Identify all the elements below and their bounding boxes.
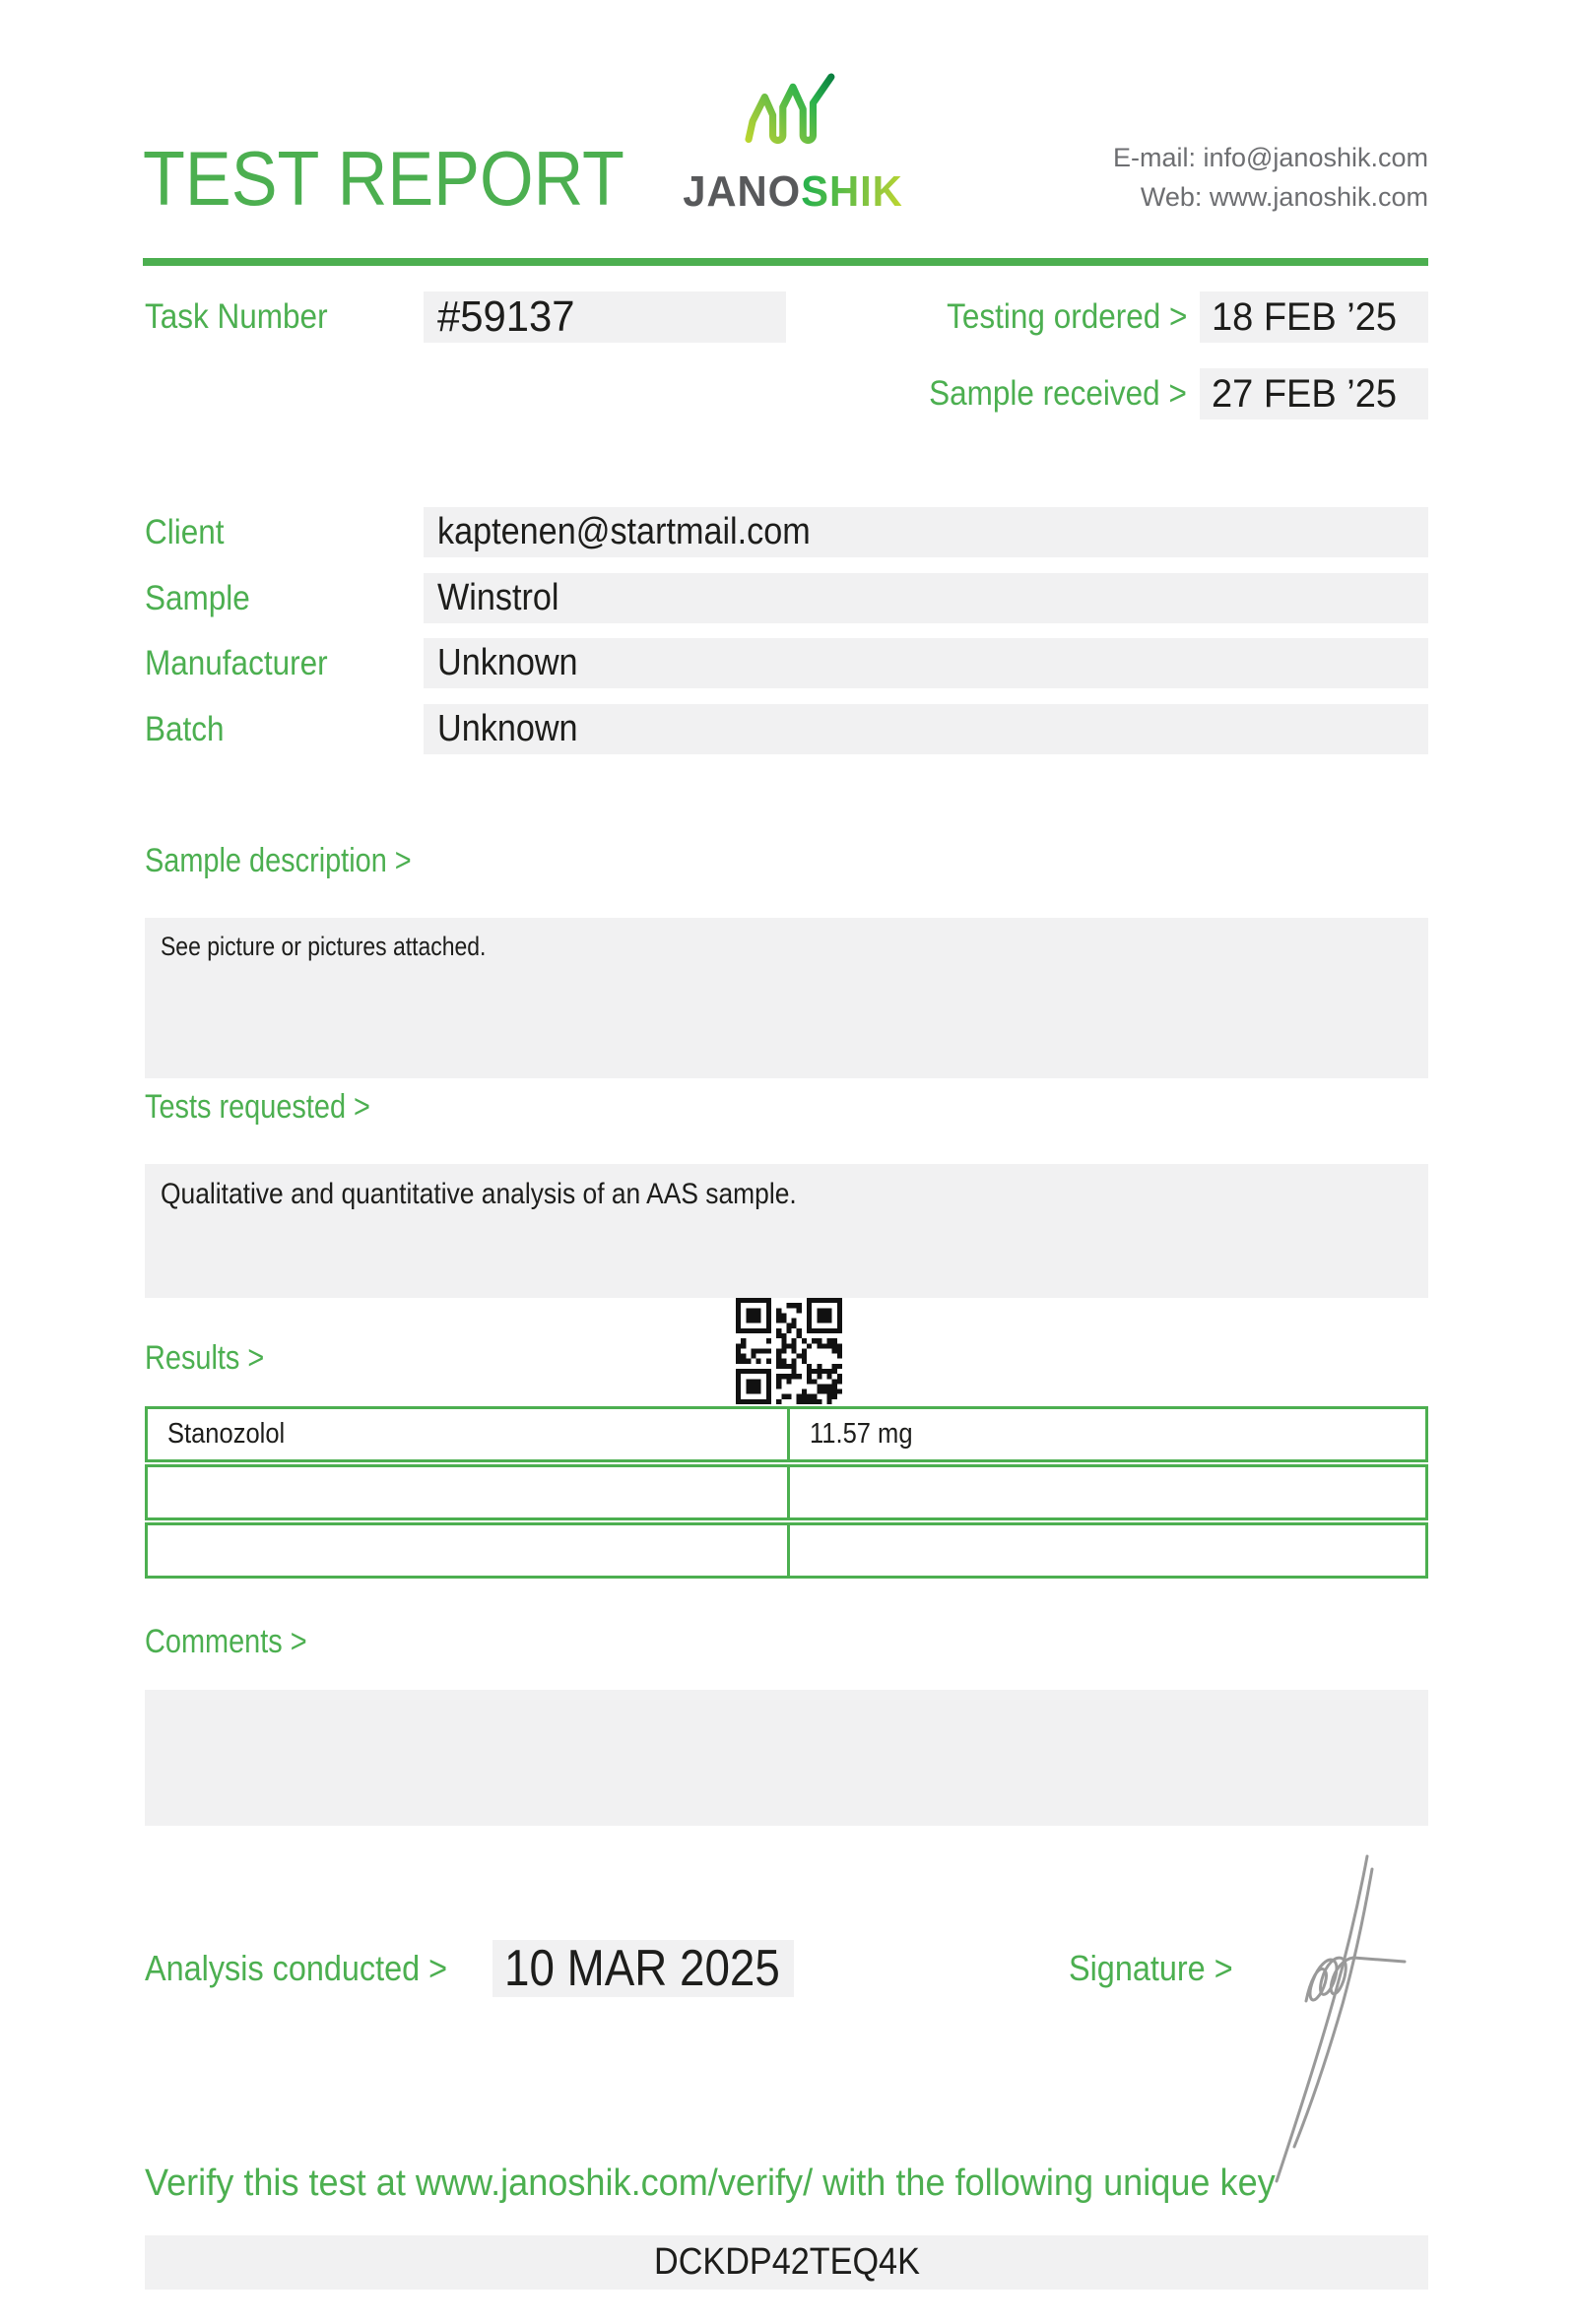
comments-heading: Comments > — [145, 1623, 307, 1660]
qr-code — [736, 1298, 842, 1404]
logo-word-green: SHIK — [801, 167, 903, 216]
testing-ordered-value: 18 FEB ’25 — [1200, 291, 1428, 343]
comments-box — [145, 1690, 1428, 1826]
analysis-conducted-label: Analysis conducted > — [145, 1948, 448, 1988]
results-table — [145, 1406, 1428, 1581]
table-row — [145, 1522, 1428, 1579]
testing-ordered-label: Testing ordered > — [946, 297, 1187, 336]
result-value-cell — [790, 1467, 1425, 1517]
sample-description-text: See picture or pictures attached. — [161, 932, 487, 961]
tests-requested-heading: Tests requested > — [145, 1088, 370, 1126]
task-number-label: Task Number — [145, 297, 328, 336]
result-analyte-cell — [148, 1525, 790, 1576]
sample-value: Winstrol — [424, 573, 1428, 623]
janoshik-logo — [675, 73, 911, 217]
sample-description-box — [145, 918, 1428, 1078]
sample-description-heading: Sample description > — [145, 842, 412, 879]
table-row — [145, 1464, 1428, 1520]
tests-requested-box — [145, 1164, 1428, 1298]
sample-received-label: Sample received > — [929, 374, 1187, 413]
contact-email: E-mail: info@janoshik.com — [1112, 143, 1428, 172]
logo-word-dark: JANO — [683, 167, 802, 216]
sample-received-value: 27 FEB ’25 — [1200, 368, 1428, 420]
result-analyte-cell: Stanozolol — [148, 1409, 790, 1459]
header-divider — [143, 258, 1428, 266]
verify-instruction: Verify this test at www.janoshik.com/verify/ with the following unique key — [145, 2163, 1276, 2204]
result-value-cell: 11.57 mg — [810, 1418, 913, 1450]
signature-image — [1261, 1851, 1468, 2196]
task-number-value: #59137 — [424, 291, 786, 343]
batch-label: Batch — [145, 710, 225, 748]
page-title: TEST REPORT — [143, 135, 624, 222]
verify-key: DCKDP42TEQ4K — [145, 2235, 1428, 2290]
results-heading: Results > — [145, 1339, 265, 1377]
signature-label: Signature > — [1069, 1948, 1233, 1988]
tests-requested-text: Qualitative and quantitative analysis of an AAS sample. — [161, 1178, 797, 1210]
contact-web: Web: www.janoshik.com — [1140, 182, 1428, 212]
logo-wordmark — [681, 167, 905, 217]
client-label: Client — [145, 513, 225, 551]
table-row — [145, 1406, 1428, 1462]
client-value: kaptenen@startmail.com — [424, 507, 1428, 557]
result-analyte-cell — [148, 1467, 790, 1517]
manufacturer-value: Unknown — [424, 638, 1428, 688]
contact-block — [1113, 138, 1428, 217]
growth-chart-icon — [742, 73, 844, 163]
manufacturer-label: Manufacturer — [145, 644, 328, 682]
analysis-conducted-value: 10 MAR 2025 — [492, 1940, 794, 1997]
sample-label: Sample — [145, 579, 250, 617]
result-value-cell — [790, 1525, 1425, 1576]
batch-value: Unknown — [424, 704, 1428, 754]
